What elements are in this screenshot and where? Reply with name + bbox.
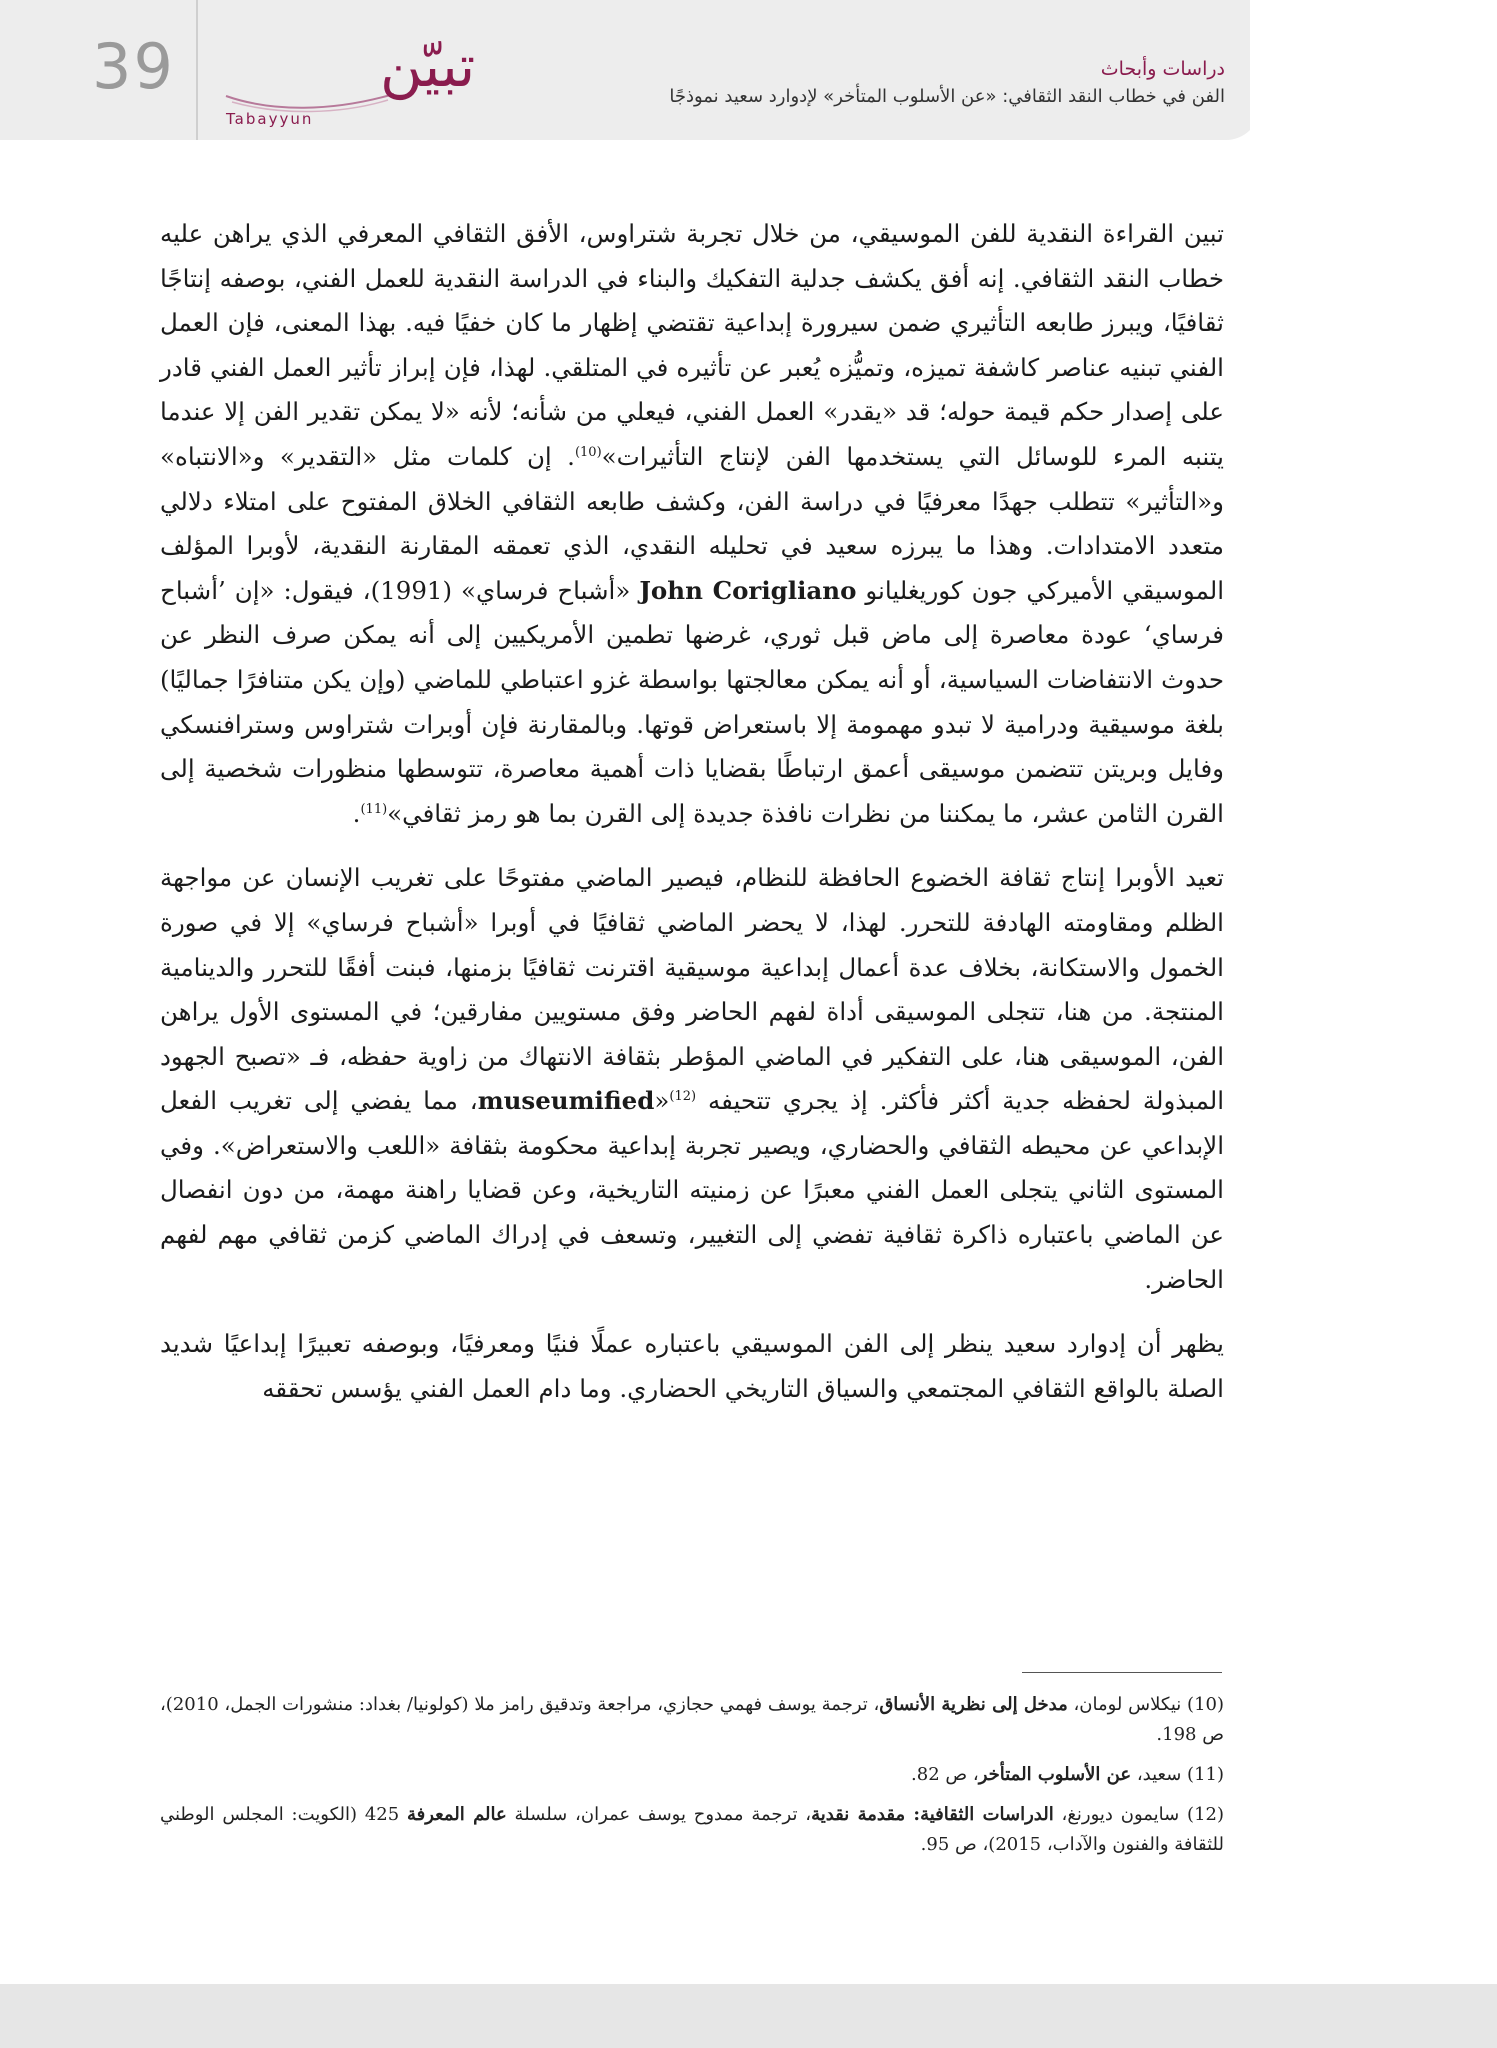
footer-band bbox=[0, 1984, 1497, 2048]
footnote-author: سعيد، bbox=[1131, 1764, 1182, 1785]
paragraph-2-text-c: ، مما يفضي إلى تغريب الفعل الإبداعي عن محيطه الثقافي والحضاري، ويصير تجربة إبداعية محكومة بثقافة «اللعب والاستعراض». وفي المستوى الثاني يتجلى العمل الفني معبرًا عن زمنيته التاريخية، وعن قضايا راهنة مهمة، من دون انفصال عن الماضي باعتباره ذاكرة ثقافية تفضي إلى التغيير، وتسعف في إدراك الماضي كزمن ثقافي مهم لفهم الحاضر. bbox=[160, 1086, 1224, 1294]
article-body bbox=[160, 212, 1224, 1431]
footnote-number: (11) bbox=[1187, 1764, 1224, 1785]
footnote-details: ، ص 82. bbox=[911, 1764, 979, 1785]
footnote-details: ، ترجمة يوسف فهمي حجازي، مراجعة وتدقيق رامز ملا (كولونيا/ بغداد: منشورات الجمل، 2010)، ص 198. bbox=[160, 1694, 1224, 1745]
footnote-author: نيكلاس لومان، bbox=[1067, 1694, 1182, 1715]
paragraph-2-quote-close: » bbox=[654, 1086, 670, 1116]
footnote-series-title: عالم المعرفة bbox=[406, 1804, 507, 1825]
logo-arabic-text: تبيّن bbox=[380, 32, 476, 100]
footnotes bbox=[160, 1690, 1224, 1870]
footnote-11 bbox=[160, 1760, 1224, 1790]
footnote-title: عن الأسلوب المتأخر bbox=[978, 1764, 1132, 1785]
footnote-12 bbox=[160, 1800, 1224, 1860]
footnote-ref-12[interactable]: (12) bbox=[669, 1089, 697, 1105]
latin-word: museumified bbox=[477, 1086, 655, 1116]
paragraph-1-text-d: . bbox=[352, 798, 361, 828]
header-divider bbox=[196, 0, 198, 140]
footnote-number: (12) bbox=[1187, 1804, 1225, 1825]
footnote-ref-10[interactable]: (10) bbox=[574, 444, 602, 460]
header-margin bbox=[1250, 0, 1497, 140]
paragraph-1-text-c: «أشباح فرساي» (1991)، فيقول: «إن ’أشباح فرساي‘ عودة معاصرة إلى ماض قبل ثوري، غرضها تطمين الأمريكيين إلى أنه يمكن صرف النظر عن حدوث الانتفاضات السياسية، أو أنه يمكن معالجتها بواسطة غزو اعتباطي للماضي (وإن يكن متنافرًا جماليًا) بلغة موسيقية ودرامية لا تبدو مهمومة إلا باستعراض قوتها. وبالمقارنة فإن أوبرات شتراوس وسترافنسكي وفايل وبريتن تتضمن موسيقى أعمق ارتباطًا بقضايا ذات أهمية معاصرة، تتوسطها منظورات شخصية إلى القرن الثامن عشر، ما يمكننا من نظرات نافذة جديدة إلى القرن بما هو رمز ثقافي» bbox=[160, 575, 1224, 828]
footnote-details-2: 425 (الكويت: المجلس الوطني للثقافة والفنون والآداب، 2015)، ص 95. bbox=[160, 1804, 1224, 1855]
paragraph-1-text-b: . إن كلمات مثل «التقدير» و«الانتباه» و«التأثير» تتطلب جهدًا معرفيًا في دراسة الفن، وكشف طابعه الثقافي الخلاق المفتوح على امتلاء دلالي متعدد الامتدادات. وهذا ما يبرزه سعيد في تحليله النقدي، الذي تعمقه المقارنة النقدية، لأوبرا المؤلف الموسيقي الأميركي جون كوريغليانو bbox=[160, 441, 1225, 605]
section-label: دراسات وأبحاث bbox=[1100, 58, 1225, 80]
paragraph-1 bbox=[160, 212, 1224, 836]
footnote-title: الدراسات الثقافية: مقدمة نقدية bbox=[811, 1804, 1054, 1825]
running-title: الفن في خطاب النقد الثقافي: «عن الأسلوب المتأخر» لإدوارد سعيد نموذجًا bbox=[669, 86, 1225, 107]
footnote-author: سايمون ديورنغ، bbox=[1053, 1804, 1180, 1825]
page-number: 39 bbox=[92, 30, 175, 103]
paragraph-2-text-a: تعيد الأوبرا إنتاج ثقافة الخضوع الحافظة للنظام، فيصير الماضي مفتوحًا على تغريب الإنسان عن مواجهة الظلم ومقاومته الهادفة للتحرر. لهذا، لا يحضر الماضي ثقافيًا في أوبرا «أشباح فرساي» إلا في صورة الخمول والاستكانة، بخلاف عدة أعمال إبداعية موسيقية اقترنت ثقافيًا بزمنها، فبنت أفقًا للتحرر والدينامية المنتجة. من هنا، تتجلى الموسيقى أداة لفهم الحاضر وفق مستويين مفارقين؛ في المستوى الأول يراهن الفن، الموسيقى هنا، على التفكير في الماضي المؤطر بثقافة الانتهاك من زاوية حفظه، فـ «تصبح الجهود المبذولة لحفظه جدية أكثر فأكثر. إذ يجري تتحيفه bbox=[160, 863, 1224, 1116]
footnote-separator bbox=[1022, 1672, 1222, 1673]
latin-name: John Corigliano bbox=[639, 575, 857, 605]
footnote-number: (10) bbox=[1187, 1694, 1224, 1715]
paragraph-2 bbox=[160, 856, 1224, 1302]
footnote-10 bbox=[160, 1690, 1224, 1750]
paragraph-1-text-a: تبين القراءة النقدية للفن الموسيقي، من خلال تجربة شتراوس، الأفق الثقافي المعرفي الذي يراهن عليه خطاب النقد الثقافي. إنه أفق يكشف جدلية التفكيك والبناء في الدراسة النقدية للعمل الفني، بوصفه إنتاجًا ثقافيًا، ويبرز طابعه التأثيري ضمن سيرورة إبداعية تقتضي إظهار ما كان خفيًا فيه. بهذا المعنى، فإن العمل الفني تبنيه عناصر كاشفة تميزه، وتميُّزه يُعبر عن تأثيره في المتلقي. لهذا، فإن إبراز تأثير العمل الفني قادر على إصدار حكم قيمة حوله؛ قد «يقدر» العمل الفني، فيعلي من شأنه؛ لأنه «لا يمكن تقدير الفن إلا عندما يتنبه المرء للوسائل التي يستخدمها الفن لإنتاج التأثيرات» bbox=[160, 219, 1224, 471]
logo-latin-text: Tabayyun bbox=[226, 110, 314, 128]
paragraph-3: يظهر أن إدوارد سعيد ينظر إلى الفن الموسيقي باعتباره عملًا فنيًا ومعرفيًا، وبوصفه تعبيرًا إبداعيًا شديد الصلة بالواقع الثقافي المجتمعي والسياق التاريخي الحضاري. وما دام العمل الفني يؤسس تحققه bbox=[160, 1329, 1224, 1403]
footnote-title: مدخل إلى نظرية الأنساق bbox=[879, 1694, 1068, 1715]
footnote-details: ، ترجمة ممدوح يوسف عمران، سلسلة bbox=[506, 1804, 812, 1825]
footnote-ref-11[interactable]: (11) bbox=[360, 801, 388, 817]
